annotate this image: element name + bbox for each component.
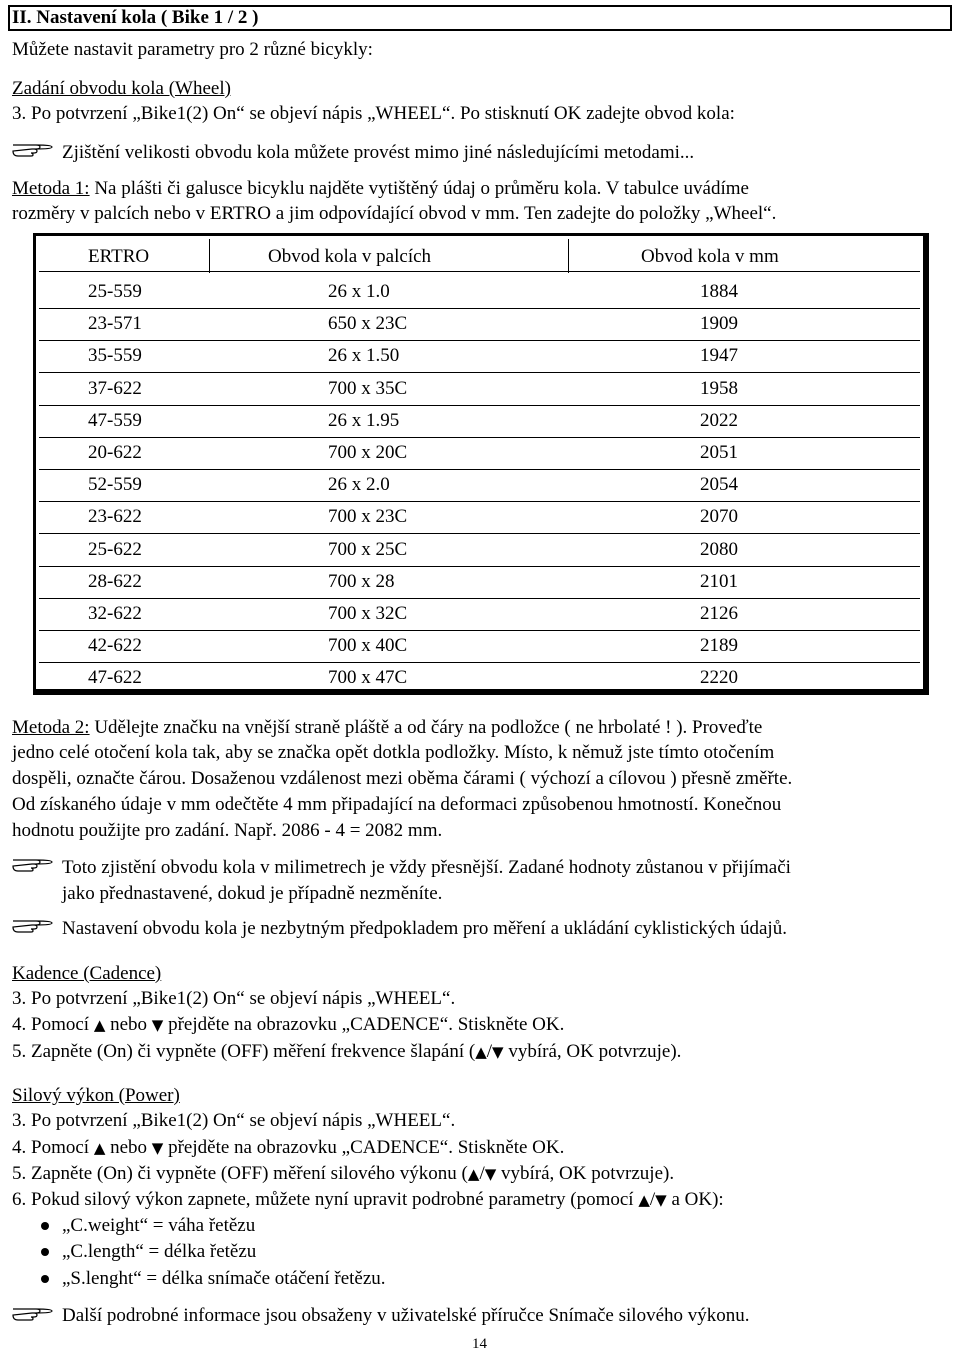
method-2-line-5: hodnotu použijte pro zadání. Např. 2086 - 4 = 2082 mm. [12, 820, 443, 841]
table-cell-mm: 1958 [700, 377, 738, 399]
table-cell-inches: 26 x 2.0 [328, 474, 390, 496]
power-step-4 [12, 1136, 564, 1160]
power-step-4-text: přejděte na obrazovku „CADENCE“. Stiskněte OK. [163, 1137, 565, 1158]
method-2-text: Udělejte značku na vnější straně pláště a od čáry na podložce ( ne hrbolaté ! ). Proveďte [89, 717, 763, 738]
pointing-hand-icon [12, 852, 54, 874]
table-cell-mm: 1884 [700, 281, 738, 302]
table-cell-ertro: 42-622 [88, 635, 142, 657]
power-step-3: 3. Po potvrzení „Bike1(2) On“ se objeví nápis „WHEEL“. [12, 1110, 456, 1131]
up-arrow-icon: ▲ [638, 1191, 650, 1209]
table-cell-inches: 700 x 28 [328, 570, 395, 592]
table-row-divider [39, 405, 920, 406]
method-2-line-1 [12, 716, 762, 740]
cadence-heading: Kadence (Cadence) [12, 963, 162, 984]
wheel-tip: Zjištění velikosti obvodu kola můžete provést mimo jiné následujícími metodami... [62, 142, 695, 163]
method-2-line-4: Od získaného údaje v mm odečtěte 4 mm připadající na deformaci způsobenou hmotností. Konečnou [12, 794, 782, 815]
table-cell-mm: 2022 [700, 409, 738, 431]
table-cell-ertro: 28-622 [88, 570, 142, 592]
power-tip: Další podrobné informace jsou obsaženy v uživatelské příručce Snímače silového výkonu. [62, 1305, 750, 1326]
down-arrow-icon: ▼ [151, 1016, 164, 1034]
wheel-heading: Zadání obvodu kola (Wheel) [12, 78, 231, 99]
table-cell-inches: 650 x 23C [328, 313, 408, 335]
up-arrow-icon: ▲ [93, 1016, 106, 1034]
table-cell-inches: 700 x 40C [328, 635, 408, 657]
up-arrow-icon: ▲ [475, 1043, 487, 1061]
power-step-6-text: / [649, 1189, 656, 1210]
table-cell-inches: 700 x 25C [328, 538, 408, 560]
table-cell-ertro: 47-622 [88, 667, 142, 689]
page-number: 14 [472, 1336, 487, 1352]
table-cell-inches: 700 x 20C [328, 442, 408, 463]
power-param-s-length: „S.lenght“ = délka snímače otáčení řetězu. [62, 1268, 386, 1289]
table-row-divider [39, 372, 920, 373]
table-cell-ertro: 47-559 [88, 409, 142, 431]
table-row-divider [39, 566, 920, 567]
tip-1-line-2: jako přednastavené, dokud je případně nezměníte. [62, 883, 443, 904]
table-header-inches: Obvod kola v palcích [268, 246, 432, 267]
bullet-icon [41, 1222, 49, 1230]
power-step-5-text: vybírá, OK potvrzuje). [496, 1163, 675, 1184]
method-2-label: Metoda 2: [12, 717, 90, 738]
table-header-divider [209, 239, 210, 273]
power-step-6-text: a OK): [666, 1189, 724, 1210]
table-header-border [39, 271, 920, 272]
table-cell-inches: 700 x 23C [328, 506, 408, 528]
cadence-step-5-text: vybírá, OK potvrzuje). [503, 1041, 682, 1062]
cadence-step-5-text: / [486, 1041, 493, 1062]
table-row-divider [39, 437, 920, 438]
tip-1-line-1: Toto zjistění obvodu kola v milimetrech je vždy přesnější. Zadané hodnoty zůstanou v přijímači [62, 857, 791, 878]
table-cell-mm: 2101 [700, 570, 738, 592]
tip-2: Nastavení obvodu kola je nezbytným předpokladem pro měření a ukládání cyklistických údajů. [62, 918, 787, 939]
table-header-ertro: ERTRO [88, 246, 150, 267]
table-cell-ertro: 23-622 [88, 506, 142, 528]
method-1-line-1 [12, 177, 749, 201]
table-cell-ertro: 35-559 [88, 345, 142, 367]
table-header-divider [568, 239, 569, 273]
cadence-step-5 [12, 1040, 681, 1064]
power-step-6-text: 6. Pokud silový výkon zapnete, můžete nyní upravit podrobné parametry (pomocí [12, 1189, 639, 1210]
table-header-mm: Obvod kola v mm [641, 246, 779, 267]
table-cell-inches: 700 x 47C [328, 667, 408, 689]
method-2-line-2: jedno celé otočení kola tak, aby se značka opět dotkla podložky. Místo, k němuž jste tímto otočením [12, 742, 775, 763]
table-row-divider [39, 630, 920, 631]
table-cell-ertro: 23-571 [88, 313, 142, 335]
pointing-hand-icon [12, 913, 54, 935]
table-cell-mm: 2054 [700, 474, 738, 496]
method-1-text: Na plášti či galusce bicyklu najděte vytištěný údaj o průměru kola. V tabulce uvádíme [89, 178, 749, 199]
table-cell-mm: 2220 [700, 667, 738, 689]
table-cell-mm: 2126 [700, 603, 738, 624]
pointing-hand-icon [12, 137, 54, 159]
power-param-c-length: „C.length“ = délka řetězu [62, 1241, 257, 1262]
power-step-4-text: nebo [105, 1137, 152, 1158]
method-1-line-2: rozměry v palcích nebo v ERTRO a jim odpovídající obvod v mm. Ten zadejte do položky „Wheel“. [12, 203, 777, 224]
table-cell-mm: 2189 [700, 635, 738, 657]
down-arrow-icon: ▼ [492, 1043, 504, 1061]
section-title: II. Nastavení kola ( Bike 1 / 2 ) [12, 7, 259, 28]
cadence-step-4-text: nebo [105, 1014, 152, 1035]
power-step-5 [12, 1162, 674, 1186]
table-row-divider [39, 340, 920, 341]
table-row-divider [39, 308, 920, 309]
table-cell-ertro: 25-559 [88, 281, 142, 302]
table-cell-ertro: 37-622 [88, 377, 142, 399]
bullet-icon [41, 1275, 49, 1283]
pointing-hand-icon [12, 1301, 54, 1323]
up-arrow-icon: ▲ [467, 1165, 480, 1183]
table-row-divider [39, 501, 920, 502]
up-arrow-icon: ▲ [93, 1139, 106, 1157]
cadence-step-5-text: 5. Zapněte (On) či vypněte (OFF) měření frekvence šlapání ( [12, 1041, 476, 1062]
cadence-step-4-text: přejděte na obrazovku „CADENCE“. Stiskněte OK. [163, 1014, 565, 1035]
table-cell-mm: 2080 [700, 538, 738, 560]
wheel-size-table [33, 233, 929, 695]
power-step-5-text: 5. Zapněte (On) či vypněte (OFF) měření silového výkonu ( [12, 1163, 468, 1184]
table-cell-ertro: 32-622 [88, 603, 142, 624]
bullet-icon [41, 1248, 49, 1256]
table-row-divider [39, 662, 920, 663]
power-heading: Silový výkon (Power) [12, 1085, 180, 1106]
method-1-label: Metoda 1: [12, 178, 90, 199]
table-cell-ertro: 52-559 [88, 474, 142, 496]
cadence-step-4-text: 4. Pomocí [12, 1014, 94, 1035]
table-cell-inches: 700 x 35C [328, 377, 408, 399]
table-cell-inches: 26 x 1.50 [328, 345, 400, 367]
table-cell-mm: 1947 [700, 345, 738, 367]
table-cell-ertro: 20-622 [88, 442, 142, 463]
wheel-step-3: 3. Po potvrzení „Bike1(2) On“ se objeví nápis „WHEEL“. Po stisknutí OK zadejte obvod kola: [12, 103, 735, 124]
power-step-4-text: 4. Pomocí [12, 1137, 94, 1158]
table-cell-mm: 2070 [700, 506, 738, 528]
table-cell-ertro: 25-622 [88, 538, 142, 560]
table-cell-mm: 1909 [700, 313, 738, 335]
power-param-c-weight: „C.weight“ = váha řetězu [62, 1215, 256, 1236]
power-step-6 [12, 1188, 724, 1212]
table-cell-inches: 26 x 1.0 [328, 281, 390, 302]
intro-text: Můžete nastavit parametry pro 2 různé bicykly: [12, 39, 373, 60]
method-2-line-3: dospěli, označte čárou. Dosaženou vzdálenost mezi oběma čárami ( výchozí a cílovou ) přesně změřte. [12, 768, 793, 789]
table-row-divider [39, 469, 920, 470]
down-arrow-icon: ▼ [655, 1191, 667, 1209]
cadence-step-3: 3. Po potvrzení „Bike1(2) On“ se objeví nápis „WHEEL“. [12, 988, 456, 1009]
table-cell-inches: 26 x 1.95 [328, 409, 400, 431]
down-arrow-icon: ▼ [484, 1165, 497, 1183]
down-arrow-icon: ▼ [151, 1139, 164, 1157]
table-row-divider [39, 598, 920, 599]
power-step-5-text: / [479, 1163, 485, 1184]
cadence-step-4 [12, 1013, 564, 1037]
table-row-divider [39, 533, 920, 534]
table-cell-mm: 2051 [700, 442, 738, 463]
table-cell-inches: 700 x 32C [328, 603, 408, 624]
